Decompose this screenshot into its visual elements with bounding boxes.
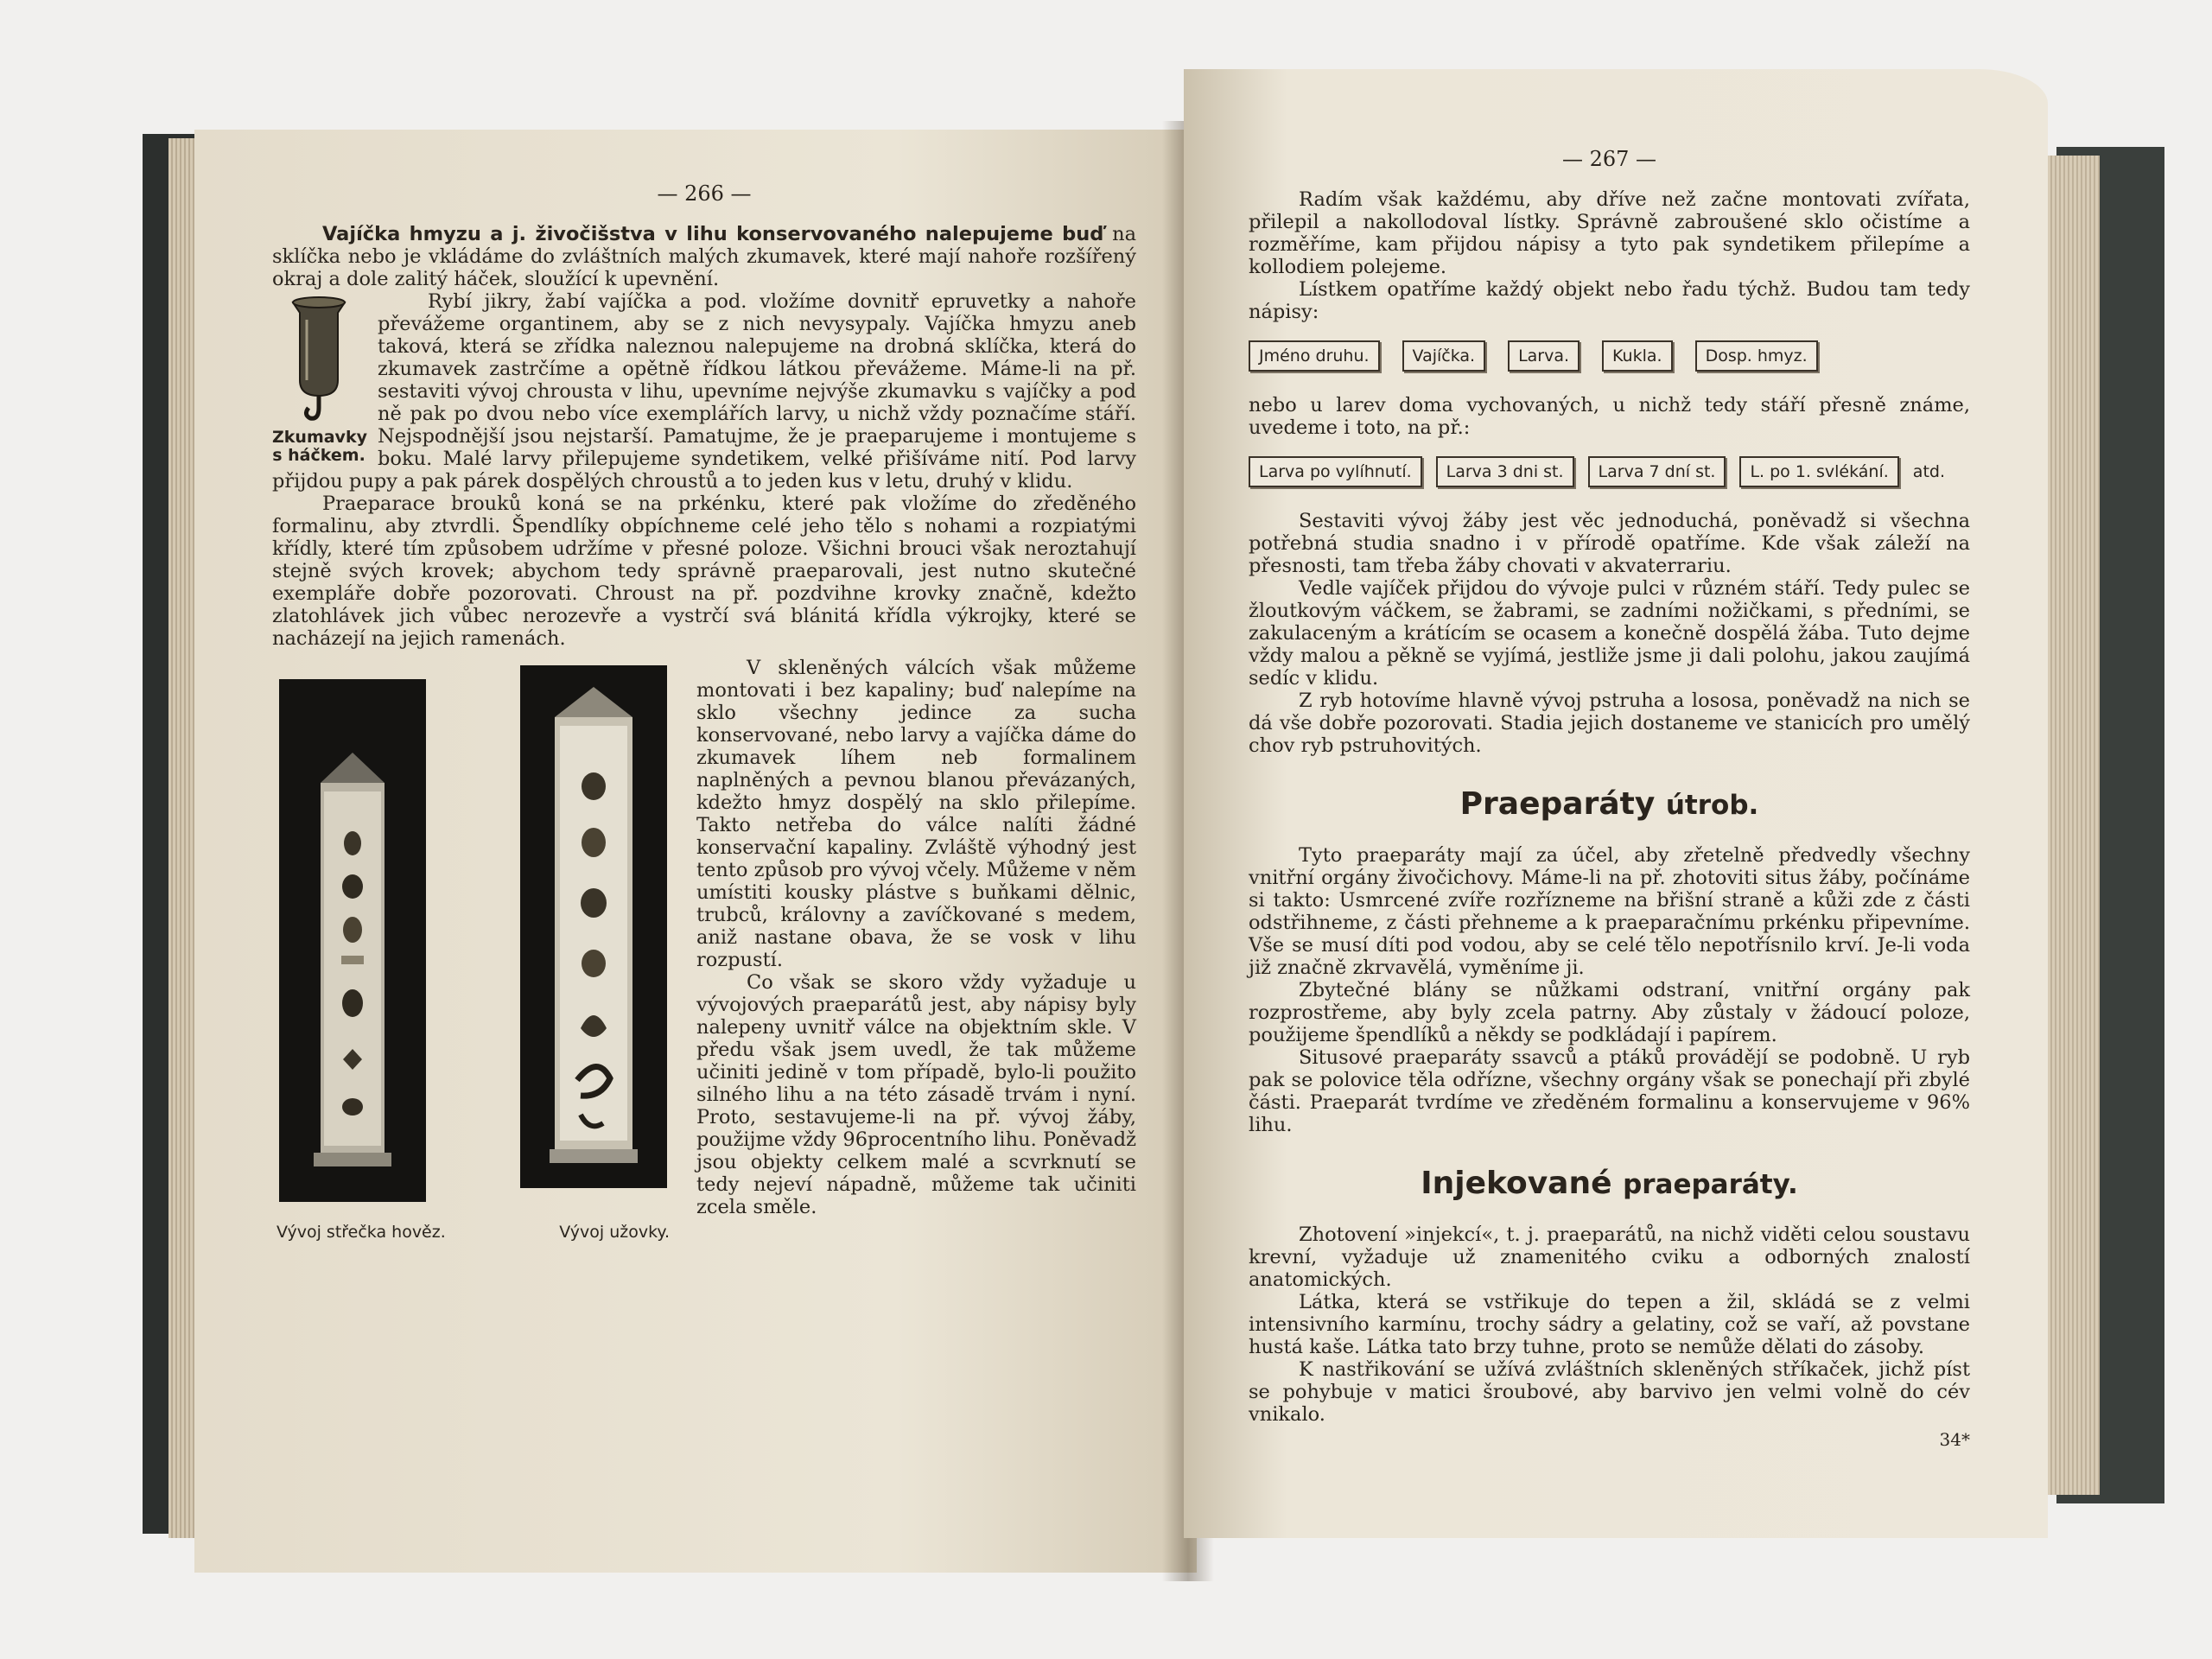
photo-botfly-development bbox=[279, 679, 426, 1202]
sample-label: Larva 7 dní st. bbox=[1588, 456, 1726, 487]
sample-label: Larva 3 dni st. bbox=[1436, 456, 1574, 487]
section-heading bbox=[1249, 1166, 1970, 1201]
paragraph: Lístkem opatříme každý objekt nebo řadu týchž. Budou tam tedy nápisy: bbox=[1249, 278, 1970, 323]
photo-snake-development bbox=[520, 665, 667, 1188]
paragraph bbox=[272, 493, 1136, 650]
paragraph-text: Praeparace brouků koná se na prkénku, které pak vložíme do zředěného formalinu, aby ztvrdli. Špendlíky obpíchneme celé jeho tělo s nohami a rozpiatými křídly, které tím způsobem udržíme v přesné poloze. Všichni brouci však neroztahují stejně svých krovek; abychom tedy správně praeparovali, jest nutno skutečné exempláře dobře pozorovati. Chroust na př. pozdvihne krovky značně, kdežto zlatohlávek jich vůbec nerozevře a vystrčí svá blánitá křídla výkrojky, které se nacházejí na jejich ramenách. bbox=[272, 493, 1136, 650]
figure-caption: Vývoj užovky. bbox=[559, 1223, 670, 1242]
paragraph: Situsové praeparáty ssavců a ptáků provádějí se podobně. U ryb pak se polovice těla odřízne, všechny orgány však se ponechají při zbylé části. Praeparát tvrdíme ve zředěném formalinu a konservujeme v 96% lihu. bbox=[1249, 1046, 1970, 1136]
figure-photos bbox=[272, 679, 674, 1242]
sample-label: Larva. bbox=[1508, 340, 1580, 372]
signature-mark: 34* bbox=[1939, 1429, 1970, 1450]
paragraph: Sestaviti vývoj žáby jest věc jednoduchá, poněvadž si všechna potřebná studia snadno i v přírodě opatříme. Kde však záleží na přesnosti, tam třeba žáby chovati v akvaterrariu. bbox=[1249, 510, 1970, 577]
paragraph: Tyto praeparáty mají za účel, aby zřetelně předvedly všechny vnitřní orgány živočichovy. Máme-li na př. zhotoviti situs žáby, počínáme si takto: Usmrcené zvíře rozřízneme na břišní straně a kůži zde z části odstřihneme, z části přehneme a k praeparačnímu prkénku připevníme. Vše se musí díti pod vodou, aby se celé tělo nepotřísnilo krví. Je-li voda již značně zkrvavělá, vyměníme ji. bbox=[1249, 844, 1970, 979]
paragraph: Co však se skoro vždy vyžaduje u vývojových praeparátů jest, aby nápisy byly nalepeny uvnitř válce na objektním skle. V předu však jsem uvedl, že tak můžeme učiniti jedině v tom případě, bylo-li použito silného lihu a na této zásadě trvám i nyní. Proto, sestavujeme-li na př. vývoj žáby, použijme vždy 96procentního lihu. Poněvadž jsou objekty celkem malé a scvrknutí se tedy nejeví nápadně, můžeme tak učiniti zcela směle. bbox=[696, 971, 1136, 1218]
page-number: — 267 — bbox=[1561, 147, 1657, 171]
figure-test-tube bbox=[272, 294, 365, 465]
paragraph: Zhotovení »injekcí«, t. j. praeparátů, na nichž viděti celou soustavu krevní, vyžaduje už znamenitého cviku a odborných znalostí anatomických. bbox=[1249, 1224, 1970, 1291]
section-heading bbox=[1249, 786, 1970, 822]
paragraph: Látka, která se vstřikuje do tepen a žil, skládá se z velmi intensivního karmínu, trochy sádry a gelatiny, což se vaří, až povstane hustá kaše. Látka tato brzy tuhne, proto se nemůže dělati do zásoby. bbox=[1249, 1291, 1970, 1358]
heading-sub: praeparáty. bbox=[1623, 1169, 1798, 1200]
figure-caption: Vývoj střečka hověz. bbox=[276, 1223, 446, 1242]
sample-label: Jméno druhu. bbox=[1249, 340, 1380, 372]
sample-label: Vajíčka. bbox=[1402, 340, 1486, 372]
left-page bbox=[194, 130, 1197, 1573]
sample-labels-row bbox=[1249, 456, 1970, 487]
paragraph: Vedle vajíček přijdou do vývoje pulci v různém stáří. Tedy pulec se žloutkovým váčkem, se žabrami, se zadními nožičkami, s předními, se zakulaceným a krátícím se ocasem a konečně dospělá žába. Tuto dejme vždy malou a pěkně se vyjímá, jestliže jsme ji dali polohu, jakou zaujímá sedíc v klidu. bbox=[1249, 577, 1970, 690]
page-number: — 266 — bbox=[657, 181, 752, 206]
sample-labels-row bbox=[1249, 340, 1970, 372]
paragraph: V skleněných válcích však můžeme montovati i bez kapaliny; buď nalepíme na sklo všechny jedince za sucha konservované, nebo larvy a vajíčka dáme do zkumavek líhem neb formalinem naplněných a pevnou blanou převázaných, kdežto hmyz dospělý na sklo přilepíme. Takto netřeba do válce nalíti žádné konservační kapaliny. Zvláště výhodný jest tento způsob pro vývoj včely. Můžeme v něm umístiti kousky plástve s buňkami dělnic, trubců, královny a zavíčkované s medem, aniž nastane obava, že se vosk v lihu rozpustí. bbox=[696, 657, 1137, 971]
paragraph-text: na sklíčka nebo je vkládáme do zvláštních malých zkumavek, které mají nahoře rozšířený okraj a dole zalitý háček, sloužící k upevnění. bbox=[272, 223, 1136, 290]
sample-label: Kukla. bbox=[1602, 340, 1673, 372]
labels-tail: atd. bbox=[1912, 462, 1945, 481]
right-page bbox=[1184, 69, 2048, 1538]
paragraph bbox=[272, 223, 1136, 290]
photo-captions bbox=[272, 1223, 674, 1242]
paragraph: Rybí jikry, žabí vajíčka a pod. vložíme dovnitř epruvetky a nahoře převážeme organtinem, aby se z nich nevysypaly. Vajíčka hmyzu aneb taková, která se zřídka naleznou nalepujeme na drobná sklíčka, která do zkumavek zastrčíme a opětně řídkou látkou převážeme. Máme-li na př. sestaviti vývoj chrousta v lihu, upevníme nejvýše zkumavku s vajíčky a pod ně pak po dvou nebo více exemplářích larvy, u nichž vždy poznačíme stáří. Nejspodnější jsou nejstarší. Pamatujme, že je praeparujeme i montujeme s boku. Malé larvy přilepujeme syndetikem, velké přišíváme nití. Pod larvy přijdou pupy a pak párek dospělých chroustů a to jeden kus v letu, druhý v klidu. bbox=[272, 290, 1136, 493]
figure-caption: Zkumavky s háčkem. bbox=[272, 428, 367, 465]
test-tube-illustration bbox=[288, 294, 350, 423]
paragraph: Z ryb hotovíme hlavně vývoj pstruha a lososa, poněvadž na nich se dá vše dobře pozorovati. Stadia jejich dostaneme ve stanicích pro umělý chov ryb pstruhovitých. bbox=[1249, 690, 1970, 757]
paragraph: nebo u larev doma vychovaných, u nichž tedy stáří přesně známe, uvedeme i toto, na př.: bbox=[1249, 394, 1970, 439]
heading-main: Praeparáty bbox=[1459, 786, 1656, 822]
paragraph: Zbytečné blány se nůžkami odstraní, vnitřní orgány pak rozprostřeme, aby byly zcela patrny. Aby zůstaly v žádoucí poloze, použijeme špendlíků a někdy se podkládají i papírem. bbox=[1249, 979, 1970, 1046]
heading-sub: útrob. bbox=[1665, 790, 1759, 821]
heading-main: Injekované bbox=[1421, 1166, 1612, 1201]
paragraph: K nastřikování se užívá zvláštních skleněných stříkaček, jichž píst se pohybuje v matici šroubové, aby barvivo jen velmi volně do cév vnikalo. bbox=[1249, 1358, 1970, 1426]
sample-label: L. po 1. svlékání. bbox=[1739, 456, 1898, 487]
paragraph: Radím však každému, aby dříve než začne montovati zvířata, přilepil a nakollodoval lístky. Správně zabroušené sklo očistíme a rozměříme, kam přijdou nápisy a tyto pak syndetikem přilepíme a kollodiem polejeme. bbox=[1249, 188, 1970, 278]
sample-label: Larva po vylíhnutí. bbox=[1249, 456, 1422, 487]
paragraph-lead: Vajíčka hmyzu a j. živočišstva v lihu konservovaného nalepujeme buď bbox=[322, 223, 1104, 245]
sample-label: Dosp. hmyz. bbox=[1695, 340, 1818, 372]
